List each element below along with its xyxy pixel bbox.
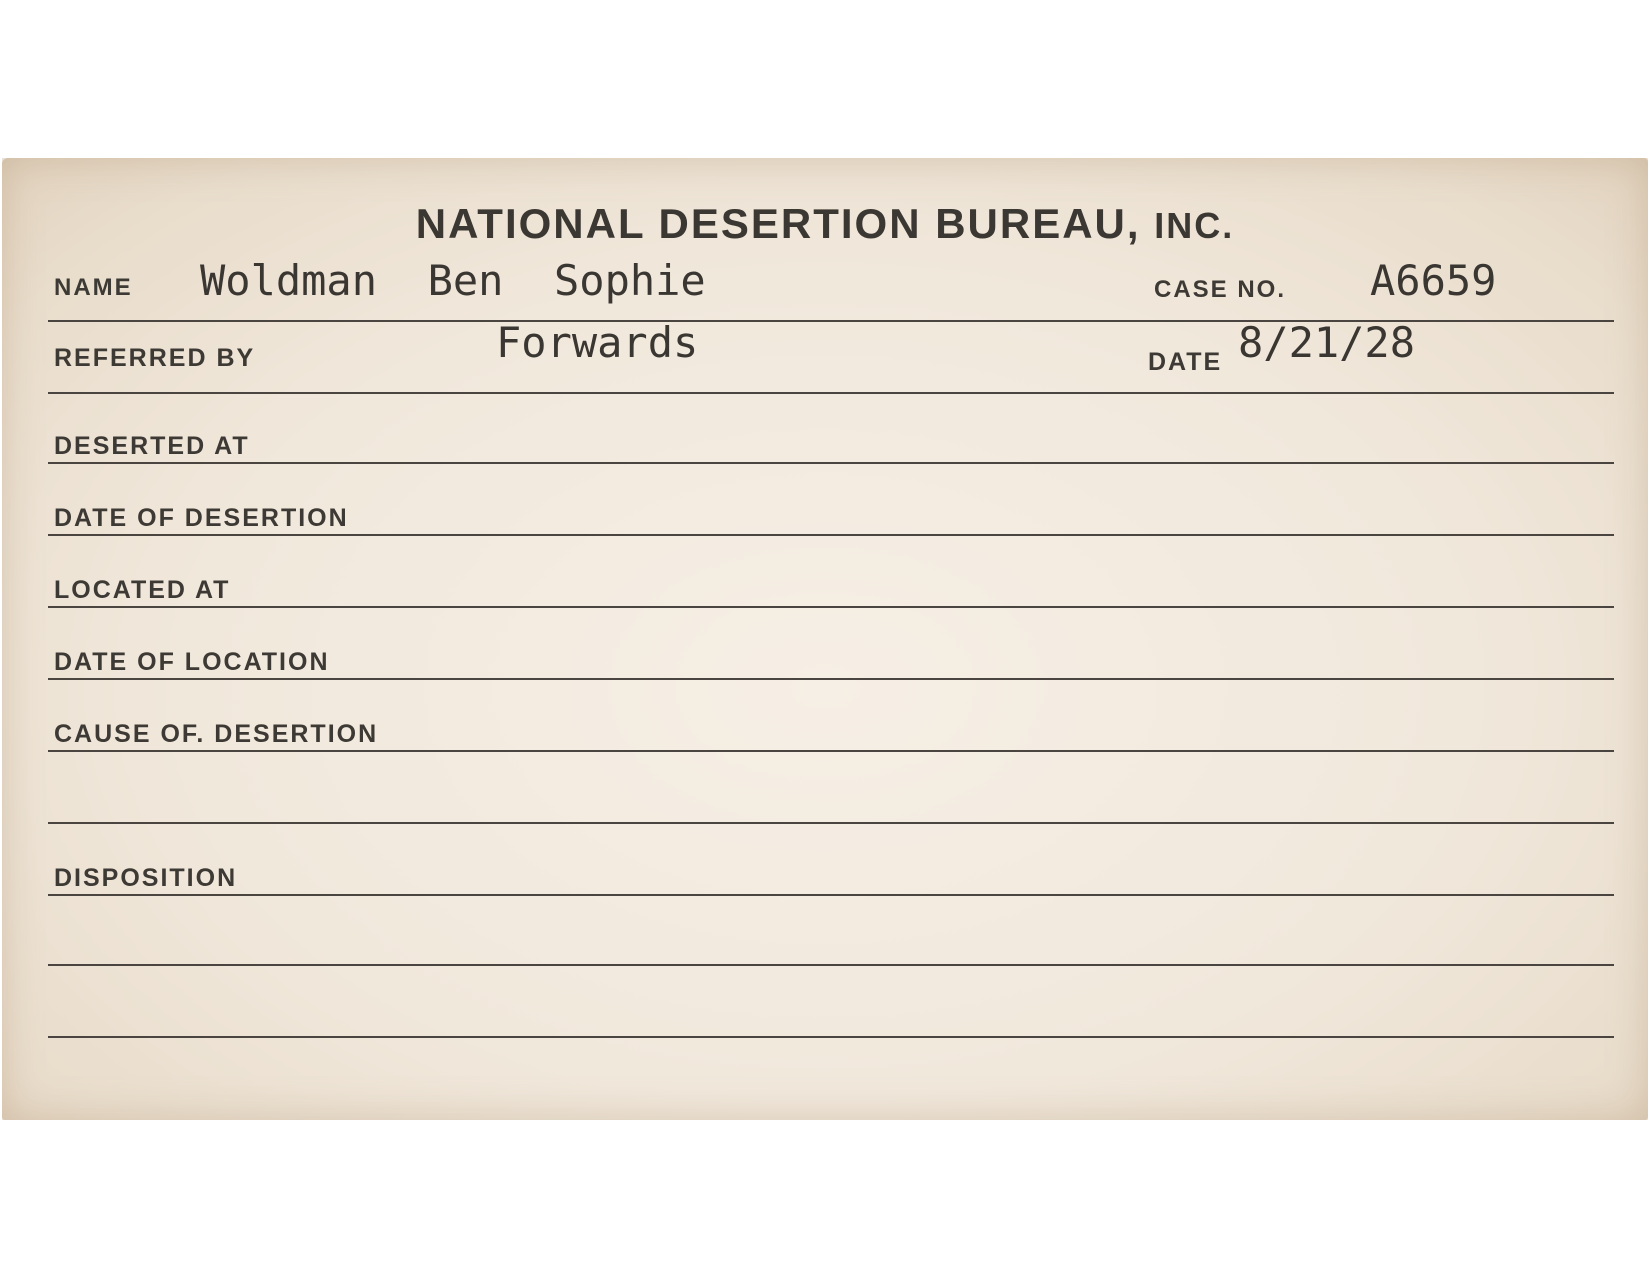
disposition-extra-line-1 [48, 964, 1614, 966]
card-title-main: NATIONAL DESERTION BUREAU, [415, 200, 1141, 247]
date-of-desertion-label: DATE OF DESERTION [54, 504, 349, 532]
disposition-extra-line-2 [48, 1036, 1614, 1038]
referred-by-value: Forwards [496, 318, 699, 367]
name-label: NAME [54, 274, 133, 301]
record-card [2, 158, 1648, 1120]
name-value: Woldman Ben Sophie [200, 256, 706, 305]
deserted-at-label: DESERTED AT [54, 432, 250, 460]
referred-by-line [48, 392, 1614, 394]
located-at-label: LOCATED AT [54, 576, 231, 604]
cause-of-desertion-extra-line [48, 822, 1614, 824]
cause-of-desertion-label: CAUSE OF. DESERTION [54, 720, 379, 748]
date-of-location-line [48, 678, 1614, 680]
cause-of-desertion-line [48, 750, 1614, 752]
date-label: DATE [1148, 348, 1223, 376]
referred-by-label: REFERRED BY [54, 344, 256, 372]
disposition-line [48, 894, 1614, 896]
date-of-desertion-line [48, 534, 1614, 536]
case-no-label: CASE NO. [1154, 276, 1287, 303]
date-value: 8/21/28 [1238, 318, 1416, 367]
date-of-location-label: DATE OF LOCATION [54, 648, 330, 676]
card-title [2, 200, 1648, 248]
located-at-line [48, 606, 1614, 608]
case-no-value: A6659 [1370, 256, 1497, 305]
card-title-suffix: INC. [1154, 205, 1235, 246]
disposition-label: DISPOSITION [54, 864, 238, 892]
deserted-at-line [48, 462, 1614, 464]
